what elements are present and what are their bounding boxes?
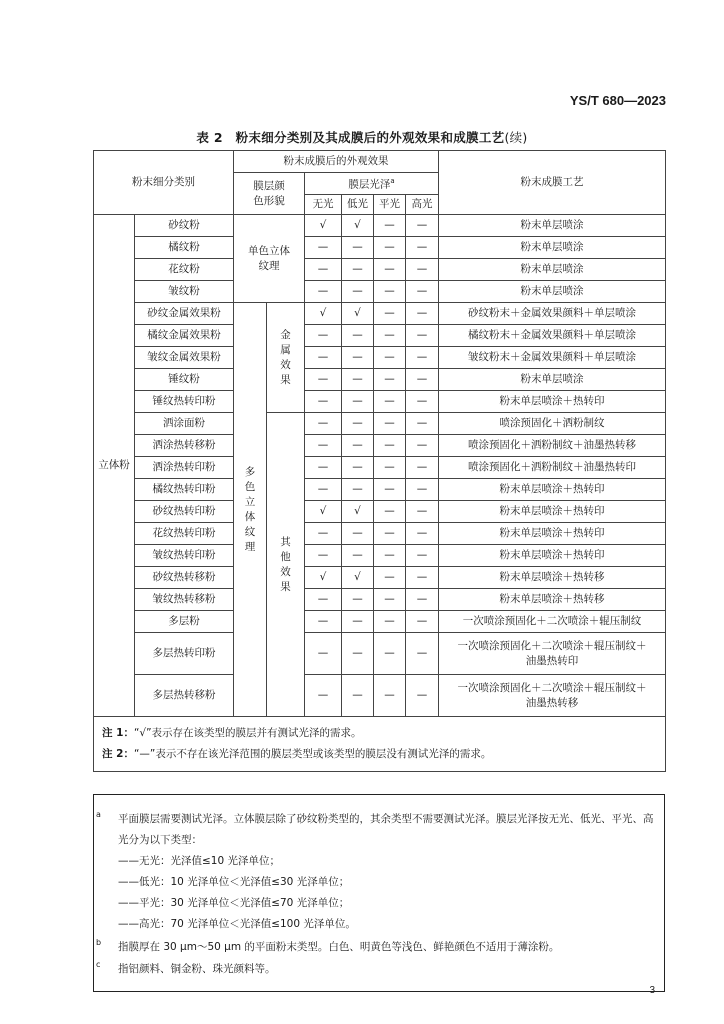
gloss-mark: — bbox=[374, 611, 406, 633]
gloss-mark: √ bbox=[342, 501, 374, 523]
gloss-mark: — bbox=[342, 325, 374, 347]
gloss-mark: — bbox=[305, 611, 342, 633]
gloss-mark: — bbox=[406, 369, 439, 391]
gloss-mark: — bbox=[305, 413, 342, 435]
gloss-mark: — bbox=[406, 391, 439, 413]
gloss-mark: — bbox=[342, 237, 374, 259]
gloss-mark: — bbox=[406, 611, 439, 633]
gloss-mark: — bbox=[406, 501, 439, 523]
powder-name: 砂纹热转印粉 bbox=[135, 501, 234, 523]
note-text: “—”表示不存在该光泽范围的膜层类型或该类型的膜层没有测试光泽的需求。 bbox=[133, 748, 492, 760]
gloss-mark: — bbox=[406, 479, 439, 501]
gloss-mark: — bbox=[305, 369, 342, 391]
powder-name: 锤纹热转印粉 bbox=[135, 391, 234, 413]
gloss-mark: — bbox=[305, 237, 342, 259]
process-cell: 粉末单层喷涂＋热转移 bbox=[439, 567, 666, 589]
header-gloss bbox=[305, 173, 439, 195]
powder-name: 多层热转移粉 bbox=[135, 675, 234, 717]
process-cell: 砂纹粉末＋金属效果颜料＋单层喷涂 bbox=[439, 303, 666, 325]
header-appearance: 粉末成膜后的外观效果 bbox=[234, 151, 439, 173]
gloss-mark: — bbox=[406, 237, 439, 259]
process-cell: 粉末单层喷涂 bbox=[439, 237, 666, 259]
group-label: 立体粉 bbox=[94, 215, 135, 717]
gloss-mark: — bbox=[406, 457, 439, 479]
gloss-mark: — bbox=[374, 675, 406, 717]
process-cell: 粉末单层喷涂 bbox=[439, 281, 666, 303]
gloss-mark: — bbox=[406, 325, 439, 347]
gloss-mark: — bbox=[305, 325, 342, 347]
gloss-mark: — bbox=[406, 347, 439, 369]
gloss-mark: — bbox=[305, 259, 342, 281]
table-row bbox=[94, 259, 666, 281]
powder-name: 砂纹热转移粉 bbox=[135, 567, 234, 589]
table-row bbox=[94, 523, 666, 545]
gloss-mark: — bbox=[406, 259, 439, 281]
gloss-mark: — bbox=[342, 281, 374, 303]
table-row bbox=[94, 281, 666, 303]
powder-name: 多层热转印粉 bbox=[135, 633, 234, 675]
table-row bbox=[94, 391, 666, 413]
gloss-mark: √ bbox=[342, 567, 374, 589]
footnote-c-mark: c bbox=[96, 960, 101, 969]
gloss-mark: — bbox=[374, 589, 406, 611]
gloss-mark: — bbox=[342, 457, 374, 479]
table-row bbox=[94, 501, 666, 523]
gloss-mark: — bbox=[406, 567, 439, 589]
process-cell: 皱纹粉末＋金属效果颜料＋单层喷涂 bbox=[439, 347, 666, 369]
gloss-item-high: ——高光：70 光泽单位＜光泽值≤100 光泽单位。 bbox=[118, 918, 356, 930]
gloss-mark: — bbox=[374, 281, 406, 303]
powder-name: 皱纹热转印粉 bbox=[135, 545, 234, 567]
gloss-mark: — bbox=[305, 435, 342, 457]
gloss-mark: — bbox=[374, 259, 406, 281]
gloss-mark: — bbox=[374, 325, 406, 347]
process-cell: 一次喷涂预固化＋二次喷涂＋辊压制纹＋油墨热转印 bbox=[439, 633, 666, 675]
gloss-mark: — bbox=[374, 347, 406, 369]
process-cell: 粉末单层喷涂＋热转印 bbox=[439, 545, 666, 567]
powder-name: 锤纹粉 bbox=[135, 369, 234, 391]
gloss-mark: — bbox=[342, 633, 374, 675]
gloss-mark: — bbox=[342, 611, 374, 633]
footnote-a bbox=[96, 809, 658, 851]
note-label: 注 2： bbox=[102, 748, 134, 760]
gloss-mark: — bbox=[406, 303, 439, 325]
table-row bbox=[94, 589, 666, 611]
process-cell: 粉末单层喷涂 bbox=[439, 369, 666, 391]
table-row bbox=[94, 237, 666, 259]
gloss-mark: — bbox=[406, 435, 439, 457]
gloss-mark: — bbox=[374, 303, 406, 325]
powder-name: 洒涂热转移粉 bbox=[135, 435, 234, 457]
header-color: 膜层颜色形貌 bbox=[234, 173, 305, 215]
header-high: 高光 bbox=[406, 195, 439, 215]
gloss-mark: — bbox=[374, 567, 406, 589]
table-row bbox=[94, 215, 666, 237]
gloss-mark: — bbox=[374, 457, 406, 479]
gloss-mark: √ bbox=[305, 215, 342, 237]
powder-table bbox=[93, 150, 666, 772]
gloss-mark: — bbox=[406, 281, 439, 303]
effect-group: 其他效果 bbox=[267, 413, 305, 717]
gloss-mark: √ bbox=[305, 567, 342, 589]
process-cell: 粉末单层喷涂＋热转印 bbox=[439, 501, 666, 523]
table-row bbox=[94, 369, 666, 391]
table-row bbox=[94, 567, 666, 589]
table-row bbox=[94, 151, 666, 173]
gloss-mark: — bbox=[374, 545, 406, 567]
gloss-mark: — bbox=[305, 675, 342, 717]
footnote-b-text: 指膜厚在 30 μm～50 μm 的平面粉末类型。白色、明黄色等浅色、鲜艳颜色不适用于薄涂粉。 bbox=[118, 941, 560, 953]
header-gloss-text: 膜层光泽 bbox=[348, 178, 391, 191]
gloss-item-matte: ——无光：光泽值≤10 光泽单位； bbox=[118, 855, 280, 867]
table-row bbox=[94, 633, 666, 675]
table-title-continued: (续) bbox=[504, 130, 528, 145]
powder-name: 洒涂面粉 bbox=[135, 413, 234, 435]
gloss-mark: — bbox=[342, 435, 374, 457]
gloss-mark: — bbox=[374, 633, 406, 675]
gloss-mark: — bbox=[342, 413, 374, 435]
powder-name: 皱纹粉 bbox=[135, 281, 234, 303]
process-cell: 粉末单层喷涂＋热转印 bbox=[439, 523, 666, 545]
process-cell: 喷涂预固化＋洒粉制纹 bbox=[439, 413, 666, 435]
notes-cell bbox=[94, 717, 666, 772]
process-cell: 一次喷涂预固化＋二次喷涂＋辊压制纹 bbox=[439, 611, 666, 633]
gloss-mark: — bbox=[374, 523, 406, 545]
process-cell: 橘纹粉末＋金属效果颜料＋单层喷涂 bbox=[439, 325, 666, 347]
gloss-mark: — bbox=[342, 479, 374, 501]
process-cell: 粉末单层喷涂＋热转印 bbox=[439, 391, 666, 413]
gloss-mark: — bbox=[342, 391, 374, 413]
gloss-mark: — bbox=[342, 589, 374, 611]
powder-name: 花纹粉 bbox=[135, 259, 234, 281]
table-row bbox=[94, 457, 666, 479]
footnotes bbox=[93, 794, 665, 992]
gloss-mark: √ bbox=[342, 303, 374, 325]
gloss-mark: — bbox=[406, 589, 439, 611]
table-row bbox=[94, 435, 666, 457]
gloss-mark: — bbox=[406, 545, 439, 567]
gloss-mark: — bbox=[374, 237, 406, 259]
powder-name: 皱纹热转移粉 bbox=[135, 589, 234, 611]
header-flat: 平光 bbox=[374, 195, 406, 215]
table-row bbox=[94, 479, 666, 501]
gloss-mark: √ bbox=[305, 303, 342, 325]
header-process: 粉末成膜工艺 bbox=[439, 151, 666, 215]
table-row bbox=[94, 545, 666, 567]
table-row bbox=[94, 675, 666, 717]
gloss-mark: — bbox=[406, 215, 439, 237]
gloss-mark: — bbox=[342, 369, 374, 391]
note-label: 注 1： bbox=[102, 727, 134, 739]
footnote-b bbox=[96, 937, 658, 958]
process-cell: 粉末单层喷涂＋热转印 bbox=[439, 479, 666, 501]
gloss-mark: — bbox=[342, 545, 374, 567]
powder-name: 皱纹金属效果粉 bbox=[135, 347, 234, 369]
powder-name: 橘纹金属效果粉 bbox=[135, 325, 234, 347]
footnote-c bbox=[96, 959, 658, 980]
effect-group: 金属效果 bbox=[267, 303, 305, 413]
gloss-mark: — bbox=[374, 413, 406, 435]
table-row bbox=[94, 347, 666, 369]
gloss-mark: — bbox=[374, 479, 406, 501]
table-row bbox=[94, 611, 666, 633]
table-row bbox=[94, 325, 666, 347]
gloss-mark: — bbox=[374, 501, 406, 523]
process-cell: 喷涂预固化＋洒粉制纹＋油墨热转印 bbox=[439, 457, 666, 479]
note-line bbox=[102, 744, 657, 765]
gloss-mark: — bbox=[305, 347, 342, 369]
header-matte: 无光 bbox=[305, 195, 342, 215]
gloss-mark: — bbox=[406, 413, 439, 435]
footnote-c-text: 指铝颜料、铜金粉、珠光颜料等。 bbox=[118, 963, 276, 975]
color-group: 单色立体纹理 bbox=[234, 215, 305, 303]
gloss-mark: — bbox=[374, 369, 406, 391]
powder-name: 洒涂热转印粉 bbox=[135, 457, 234, 479]
header-low: 低光 bbox=[342, 195, 374, 215]
gloss-item-low: ——低光：10 光泽单位＜光泽值≤30 光泽单位； bbox=[118, 876, 350, 888]
powder-name: 橘纹粉 bbox=[135, 237, 234, 259]
gloss-mark: — bbox=[374, 391, 406, 413]
process-cell: 粉末单层喷涂 bbox=[439, 215, 666, 237]
gloss-mark: — bbox=[374, 215, 406, 237]
gloss-mark: — bbox=[342, 259, 374, 281]
gloss-mark: √ bbox=[342, 215, 374, 237]
color-group: 多色立体纹理 bbox=[234, 303, 267, 717]
gloss-mark: — bbox=[305, 281, 342, 303]
gloss-mark: — bbox=[342, 675, 374, 717]
process-cell: 一次喷涂预固化＋二次喷涂＋辊压制纹＋油墨热转移 bbox=[439, 675, 666, 717]
standard-code: YS/T 680—2023 bbox=[569, 93, 666, 108]
gloss-mark: √ bbox=[305, 501, 342, 523]
header-gloss-sup: a bbox=[390, 177, 395, 186]
page-number: 3 bbox=[649, 985, 655, 996]
gloss-mark: — bbox=[305, 633, 342, 675]
powder-name: 花纹热转印粉 bbox=[135, 523, 234, 545]
header-subcategory: 粉末细分类别 bbox=[94, 151, 234, 215]
table-title-text: 表 2 粉末细分类别及其成膜后的外观效果和成膜工艺 bbox=[196, 130, 505, 145]
table-row bbox=[94, 413, 666, 435]
process-cell: 喷涂预固化＋洒粉制纹＋油墨热转移 bbox=[439, 435, 666, 457]
gloss-mark: — bbox=[406, 675, 439, 717]
table-title bbox=[0, 128, 724, 146]
powder-name: 多层粉 bbox=[135, 611, 234, 633]
gloss-mark: — bbox=[305, 589, 342, 611]
gloss-mark: — bbox=[406, 633, 439, 675]
process-cell: 粉末单层喷涂＋热转移 bbox=[439, 589, 666, 611]
powder-name: 砂纹金属效果粉 bbox=[135, 303, 234, 325]
powder-name: 砂纹粉 bbox=[135, 215, 234, 237]
note-line bbox=[102, 723, 657, 744]
gloss-mark: — bbox=[305, 391, 342, 413]
footnote-b-mark: b bbox=[96, 938, 102, 947]
gloss-mark: — bbox=[342, 347, 374, 369]
gloss-mark: — bbox=[305, 457, 342, 479]
gloss-mark: — bbox=[305, 523, 342, 545]
footnote-a-text: 平面膜层需要测试光泽。立体膜层除了砂纹粉类型的，其余类型不需要测试光泽。膜层光泽按无光、低光、平光、高光分为以下类型： bbox=[118, 813, 654, 846]
process-cell: 粉末单层喷涂 bbox=[439, 259, 666, 281]
gloss-mark: — bbox=[406, 523, 439, 545]
gloss-mark: — bbox=[305, 545, 342, 567]
table-row bbox=[94, 303, 666, 325]
gloss-mark: — bbox=[305, 479, 342, 501]
gloss-item-flat: ——平光：30 光泽单位＜光泽值≤70 光泽单位； bbox=[118, 897, 350, 909]
table-row bbox=[94, 717, 666, 772]
footnote-a-mark: a bbox=[96, 810, 101, 819]
note-text: “√”表示存在该类型的膜层并有测试光泽的需求。 bbox=[133, 727, 362, 739]
gloss-mark: — bbox=[342, 523, 374, 545]
powder-name: 橘纹热转印粉 bbox=[135, 479, 234, 501]
gloss-mark: — bbox=[374, 435, 406, 457]
